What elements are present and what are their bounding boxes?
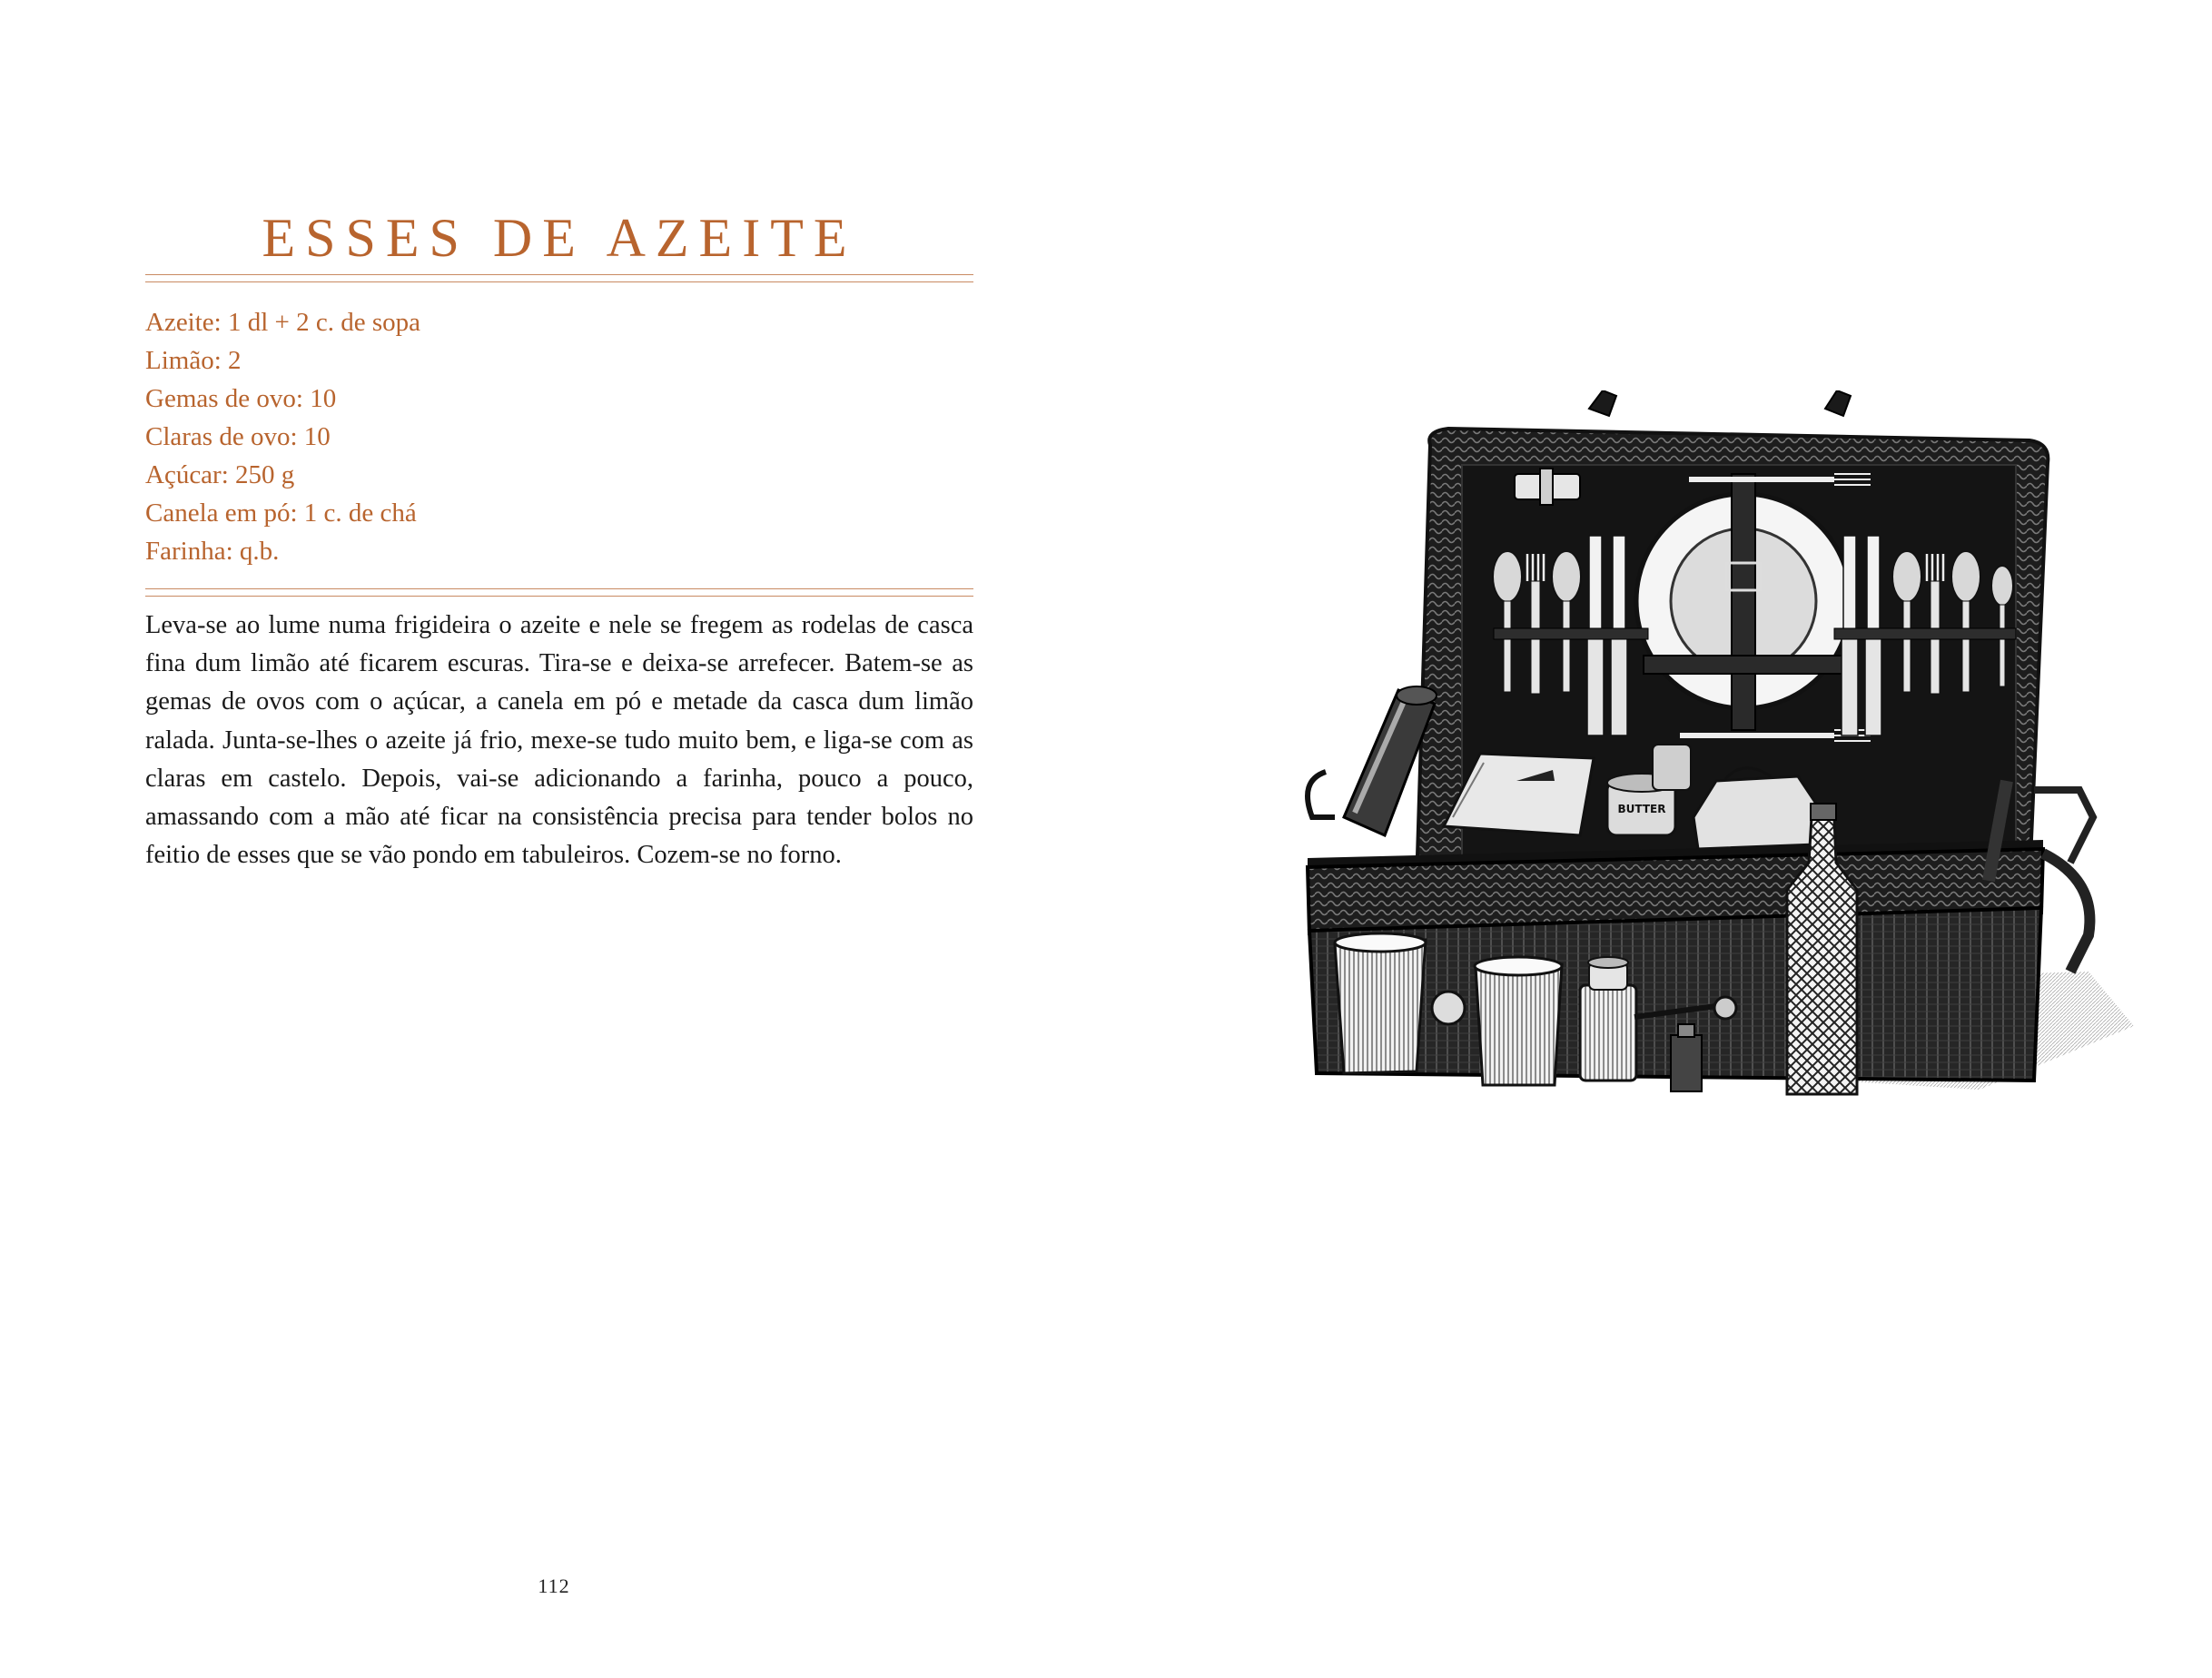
ingredients-divider (145, 588, 973, 597)
ingredient-list (145, 303, 973, 570)
ingredient-item: Limão: 2 (145, 346, 242, 375)
ingredient-item: Azeite: 1 dl + 2 c. de sopa (145, 308, 421, 337)
title-divider (145, 274, 973, 282)
ingredient-item: Açúcar: 250 g (145, 460, 295, 489)
ingredient-item: Farinha: q.b. (145, 537, 280, 566)
ingredient-item: Canela em pó: 1 c. de chá (145, 498, 417, 528)
page-number: 112 (538, 1574, 570, 1597)
recipe-title: ESSES DE AZEITE (262, 208, 857, 268)
ingredient-item: Claras de ovo: 10 (145, 422, 331, 451)
method-paragraph: Leva-se ao lume numa frigideira o azeite e nele se fregem as rodelas de casca fina dum limão até ficarem escuras. Tira-se e deixa-se arrefecer. Batem-se as gemas de ovos com o açúcar, a canela em pó e metade da casca dum limão ralada. Junta-se-lhes o azeite já frio, mexe-se tudo muito bem, e liga-se com as claras em castelo. Depois, vai-se adicionando a farinha, pouco a pouco, amassando com a mão até ficar na consistência precisa para tender bolos no feitio de esses que se vão pondo em tabuleiros. Cozem-se no forno. (145, 611, 973, 870)
ingredient-item: Gemas de ovo: 10 (145, 384, 337, 413)
butter-label: BUTTER (1617, 803, 1666, 815)
picnic-basket-illustration (1289, 390, 2143, 1117)
